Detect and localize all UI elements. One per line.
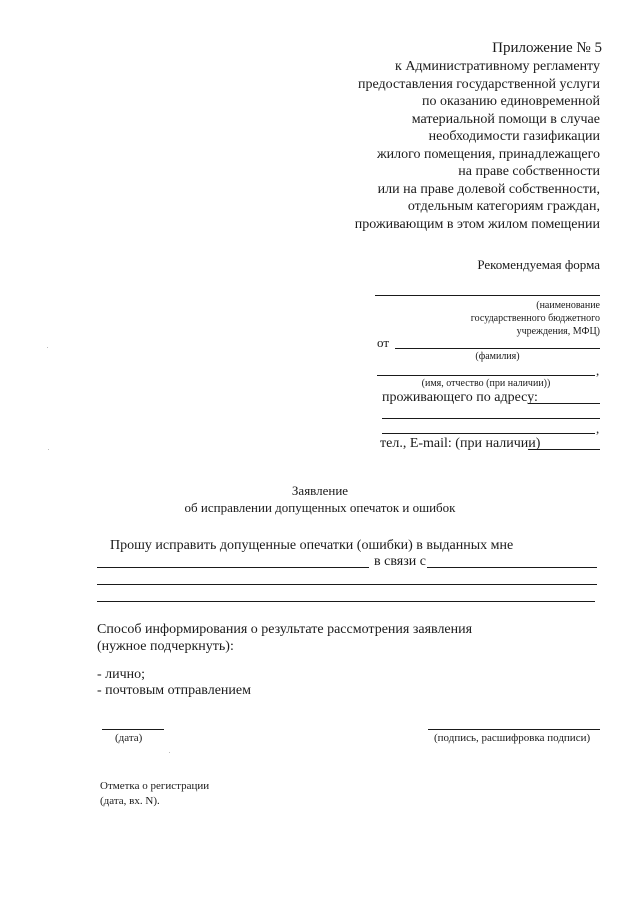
reason-field[interactable] bbox=[427, 567, 597, 568]
from-label: от bbox=[377, 335, 390, 350]
signature-hint: (подпись, расшифровка подписи) bbox=[434, 732, 591, 744]
reason-field-line-3[interactable] bbox=[97, 601, 595, 602]
header-line: к Административному регламенту bbox=[395, 59, 600, 74]
comma: , bbox=[596, 363, 600, 378]
hint-line: учреждения, МФЦ) bbox=[516, 326, 600, 337]
header-line: или на праве долевой собственности, bbox=[377, 181, 600, 197]
comma: , bbox=[596, 421, 600, 436]
reason-label: в связи с bbox=[374, 554, 426, 569]
hint-line: государственного бюджетного bbox=[470, 313, 600, 324]
address-field-line-3[interactable] bbox=[382, 433, 595, 434]
option-in-person[interactable]: - лично; bbox=[97, 667, 146, 682]
scan-speck bbox=[47, 347, 48, 348]
date-hint: (дата) bbox=[115, 732, 143, 744]
request-text: Прошу исправить допущенные опечатки (ошибки) в выданных мне bbox=[110, 538, 514, 553]
notification-method-hint: (нужное подчеркнуть): bbox=[97, 639, 234, 654]
registration-mark-hint: (дата, вх. N). bbox=[100, 795, 160, 807]
header-line: по оказанию единовременной bbox=[422, 94, 600, 109]
name-patronymic-field[interactable] bbox=[377, 375, 595, 376]
application-subtitle: об исправлении допущенных опечаток и ошибок bbox=[184, 500, 456, 515]
option-by-mail[interactable]: - почтовым отправлением bbox=[97, 683, 251, 698]
header-line: необходимости газификации bbox=[428, 129, 600, 144]
registration-mark-label: Отметка о регистрации bbox=[100, 780, 210, 792]
header-line: проживающим в этом жилом помещении bbox=[354, 216, 600, 232]
address-label: проживающего по адресу: bbox=[382, 390, 538, 405]
recommended-form-note: Рекомендуемая форма bbox=[477, 257, 600, 272]
hint-line: (наименование bbox=[536, 300, 600, 311]
scan-speck bbox=[48, 449, 49, 450]
header-line: на праве собственности bbox=[458, 164, 600, 179]
header-line: предоставления государственной услуги bbox=[358, 76, 600, 92]
application-title: Заявление bbox=[291, 483, 349, 498]
address-field[interactable] bbox=[528, 403, 600, 404]
organization-hint bbox=[471, 299, 600, 338]
notification-method-label: Способ информирования о результате рассмотрения заявления bbox=[97, 622, 473, 637]
organization-name-field[interactable] bbox=[375, 295, 600, 296]
name-hint: (имя, отчество (при наличии)) bbox=[421, 378, 551, 389]
signature-field[interactable] bbox=[428, 729, 600, 730]
appendix-title: Приложение № 5 bbox=[492, 40, 602, 56]
header-line: отдельным категориям граждан, bbox=[407, 199, 600, 214]
header-line: жилого помещения, принадлежащего bbox=[376, 146, 600, 162]
reason-field-line-2[interactable] bbox=[97, 584, 597, 585]
regulation-reference bbox=[355, 58, 600, 233]
surname-field[interactable] bbox=[395, 348, 600, 349]
contact-label: тел., E-mail: (при наличии) bbox=[380, 436, 541, 451]
scan-speck bbox=[169, 752, 170, 753]
address-field-line-2[interactable] bbox=[382, 418, 600, 419]
date-field[interactable] bbox=[102, 729, 164, 730]
document-field[interactable] bbox=[97, 567, 369, 568]
surname-hint: (фамилия) bbox=[475, 351, 520, 362]
contact-field[interactable] bbox=[528, 449, 600, 450]
header-line: материальной помощи в случае bbox=[411, 111, 600, 127]
